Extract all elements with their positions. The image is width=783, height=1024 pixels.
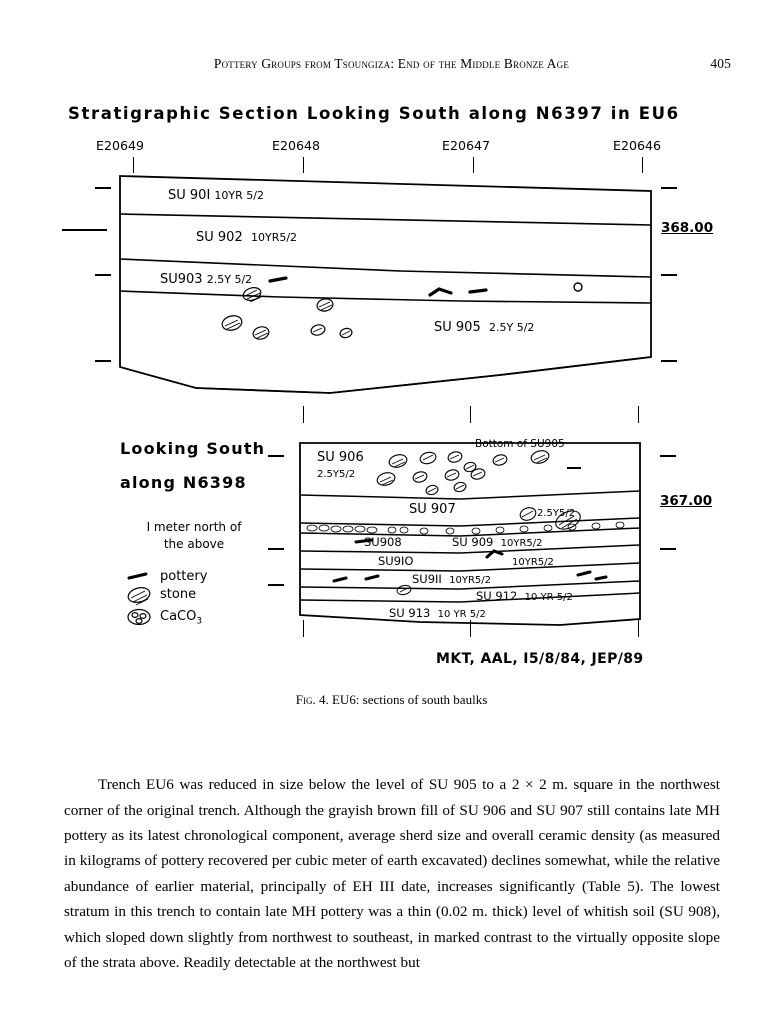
section2-subheading-line1: I meter north of (146, 520, 242, 534)
unit-label-su907-munsell: 2.5Y5/2 (537, 508, 576, 519)
elev-tick-left-1 (95, 187, 111, 189)
elev-tick-right-1 (661, 187, 677, 189)
legend-label-pottery: pottery (160, 569, 208, 584)
unit-label-su912: SU 912 10 YR 5/2 (476, 589, 573, 603)
tick-bottom-top-3 (638, 406, 639, 423)
elevation-368: 368.00 (661, 220, 714, 236)
tick-top-e20647 (473, 157, 474, 173)
legend-label-caco3: CaCO$_3$ (160, 609, 203, 627)
figure-4 (0, 95, 783, 725)
elev-tick-b-right-1 (660, 455, 676, 457)
running-head-title: Pottery Groups from Tsoungiza: End of the Middle Bronze Age (213, 56, 570, 71)
figure-credit: MKT, AAL, I5/8/84, JEP/89 (436, 651, 644, 667)
section2-subheading-line2: the above (163, 537, 225, 551)
tick-top-e20649 (133, 157, 134, 173)
tick-top-e20646 (642, 157, 643, 173)
unit-label-su901: SU 90I 10YR 5/2 (168, 188, 264, 203)
tick-bottom-bot-3 (638, 620, 639, 637)
coord-label-e20646: E20646 (613, 138, 662, 153)
unit-label-su908: SU908 (364, 535, 402, 549)
elev-tick-left-4 (95, 360, 111, 362)
unit-label-su906-munsell: 2.5Y5/2 (317, 469, 356, 480)
coord-label-e20647: E20647 (442, 138, 491, 153)
elev-tick-b-mid (567, 467, 581, 469)
coord-label-e20648: E20648 (272, 138, 321, 153)
figure-title: Stratigraphic Section Looking South along N6397 in EU6 (68, 104, 680, 123)
tick-bottom-bot-1 (303, 620, 304, 637)
unit-label-su907: SU 907 (409, 502, 456, 517)
elev-tick-b-left-1 (268, 455, 284, 457)
tick-bottom-bot-2 (470, 620, 471, 637)
elev-tick-left-3 (95, 274, 111, 276)
elev-tick-b-right-2 (660, 548, 676, 550)
section2-heading-line2: along N6398 (120, 473, 247, 492)
unit-label-su903: SU903 2.5Y 5/2 (160, 272, 253, 287)
tick-top-e20648 (303, 157, 304, 173)
elev-tick-b-left-3 (268, 584, 284, 586)
legend-caco3-subscript: 3 (196, 616, 203, 627)
section2-heading-line1: Looking South (120, 439, 266, 458)
tick-bottom-top-2 (470, 406, 471, 423)
unit-label-su911: SU9II 10YR5/2 (412, 572, 492, 586)
body-paragraph: Trench EU6 was reduced in size below the level of SU 905 to a 2 × 2 m. square in the northwest corner of the original trench. Although the grayish brown fill of SU 906 and SU 907 still contains late MH pottery as its latest chronological component, average sherd size and overall ceramic density (as measured in kilograms of pottery recovered per cubic meter of earth excavated) declines somewhat, while the relative abundance of earlier material, principally of EH III date, increases significantly (Table 5). The lowest stratum in this trench to contain late MH pottery was a thin (0.02 m. thick) level of whitish soil (SU 908), which sloped down slightly from northwest to southeast, in marked contrast to the virtually opposite slope of the strata above. Readily detectable at the northwest but (64, 776, 720, 972)
elev-tick-left-2 (62, 229, 107, 231)
unit-label-su906: SU 906 (317, 450, 364, 465)
tick-bottom-top-1 (303, 406, 304, 423)
figure-caption (0, 692, 783, 708)
stratigraphy-drawing (0, 95, 783, 725)
elev-tick-right-3 (661, 360, 677, 362)
running-head (0, 56, 783, 72)
unit-label-su902: SU 902 10YR5/2 (196, 230, 298, 245)
unit-label-su910-munsell: 10YR5/2 (512, 557, 554, 568)
bottom-of-su905-note: Bottom of SU905 (475, 438, 565, 450)
figure-caption-text: EU6: sections of south baulks (328, 692, 488, 707)
unit-label-su905: SU 905 2.5Y 5/2 (434, 320, 535, 335)
unit-label-su909: SU 909 10YR5/2 (452, 535, 543, 549)
figure-caption-label: Fig. 4. (295, 692, 329, 707)
unit-label-su910: SU9IO (378, 554, 414, 568)
page-number: 405 (710, 56, 731, 71)
coord-label-e20649: E20649 (96, 138, 145, 153)
elevation-367: 367.00 (660, 493, 713, 509)
legend-label-stone: stone (160, 587, 197, 602)
unit-label-su913: SU 913 10 YR 5/2 (389, 606, 486, 620)
elev-tick-right-2 (661, 274, 677, 276)
